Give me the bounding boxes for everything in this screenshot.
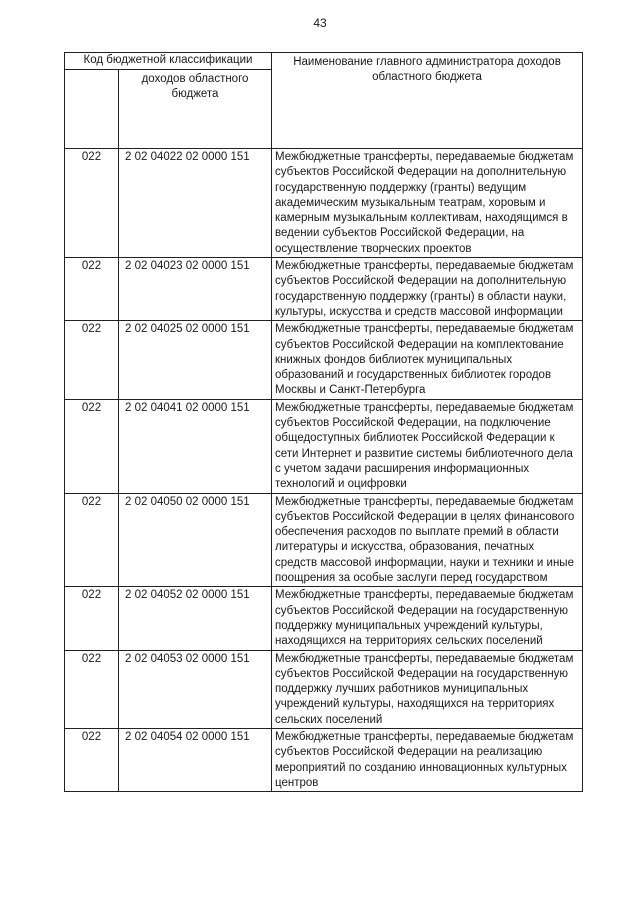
- table-row: [65, 399, 583, 493]
- admin-code-cell: 022: [65, 149, 119, 258]
- table-row: [65, 149, 583, 258]
- revenue-code-cell: 2 02 04052 02 0000 151: [119, 587, 272, 650]
- revenue-name-cell: Межбюджетные трансферты, передаваемые бюджетам субъектов Российской Федерации на дополнительную государственную поддержку (гранты) в области науки, культуры, искусства и средств массовой информации: [272, 258, 583, 321]
- revenue-name-cell: Межбюджетные трансферты, передаваемые бюджетам субъектов Российской Федерации на дополнительную государственную поддержку (гранты) ведущим академическим музыкальным театрам, хоровым и камерным музыкальным коллективам, находящимся в ведении субъектов Российской Федерации, на осуществление творческих проектов: [272, 149, 583, 258]
- revenue-name-cell: Межбюджетные трансферты, передаваемые бюджетам субъектов Российской Федерации в целях финансового обеспечения расходов по выплате премий в области литературы и искусства, образования, печатных средств массовой информации, науки и техники и иные поощрения за особые заслуги перед государством: [272, 493, 583, 587]
- revenue-code-header: доходов областного бюджета: [119, 70, 272, 149]
- admin-code-cell: 022: [65, 650, 119, 728]
- table-row: [65, 587, 583, 650]
- admin-code-cell: 022: [65, 493, 119, 587]
- admin-code-cell: 022: [65, 587, 119, 650]
- budget-code-group-header: Код бюджетной классификации: [65, 53, 272, 70]
- revenue-code-cell: 2 02 04023 02 0000 151: [119, 258, 272, 321]
- budget-classification-table: [64, 52, 583, 792]
- table-row: [65, 493, 583, 587]
- revenue-code-cell: 2 02 04050 02 0000 151: [119, 493, 272, 587]
- table-body: [65, 149, 583, 792]
- admin-code-cell: 022: [65, 399, 119, 493]
- administrator-name-header: Наименование главного администратора доходов областного бюджета: [272, 53, 583, 149]
- revenue-name-cell: Межбюджетные трансферты, передаваемые бюджетам субъектов Российской Федерации на государственную поддержку лучших работников муниципальных учреждений культуры, находящихся на территориях сельских поселений: [272, 650, 583, 728]
- table-row: [65, 258, 583, 321]
- revenue-code-cell: 2 02 04041 02 0000 151: [119, 399, 272, 493]
- revenue-code-cell: 2 02 04053 02 0000 151: [119, 650, 272, 728]
- administrator-code-header: [65, 70, 119, 149]
- admin-code-cell: 022: [65, 258, 119, 321]
- revenue-code-cell: 2 02 04022 02 0000 151: [119, 149, 272, 258]
- admin-code-cell: 022: [65, 728, 119, 791]
- table-row: [65, 321, 583, 399]
- revenue-name-cell: Межбюджетные трансферты, передаваемые бюджетам субъектов Российской Федерации, на подключение общедоступных библиотек Российской Федерации к сети Интернет и развитие системы библиотечного дела с учетом задачи расширения информационных технологий и оцифровки: [272, 399, 583, 493]
- revenue-name-cell: Межбюджетные трансферты, передаваемые бюджетам субъектов Российской Федерации на комплектование книжных фондов библиотек муниципальных образований и государственных библиотек городов Москвы и Санкт-Петербурга: [272, 321, 583, 399]
- table-row: [65, 650, 583, 728]
- revenue-name-cell: Межбюджетные трансферты, передаваемые бюджетам субъектов Российской Федерации на реализацию мероприятий по созданию инновационных культурных центров: [272, 728, 583, 791]
- revenue-name-cell: Межбюджетные трансферты, передаваемые бюджетам субъектов Российской Федерации на государственную поддержку муниципальных учреждений культуры, находящихся на территориях сельских поселений: [272, 587, 583, 650]
- revenue-code-cell: 2 02 04054 02 0000 151: [119, 728, 272, 791]
- revenue-code-cell: 2 02 04025 02 0000 151: [119, 321, 272, 399]
- table-row: [65, 728, 583, 791]
- page-number: 43: [313, 16, 327, 30]
- admin-code-cell: 022: [65, 321, 119, 399]
